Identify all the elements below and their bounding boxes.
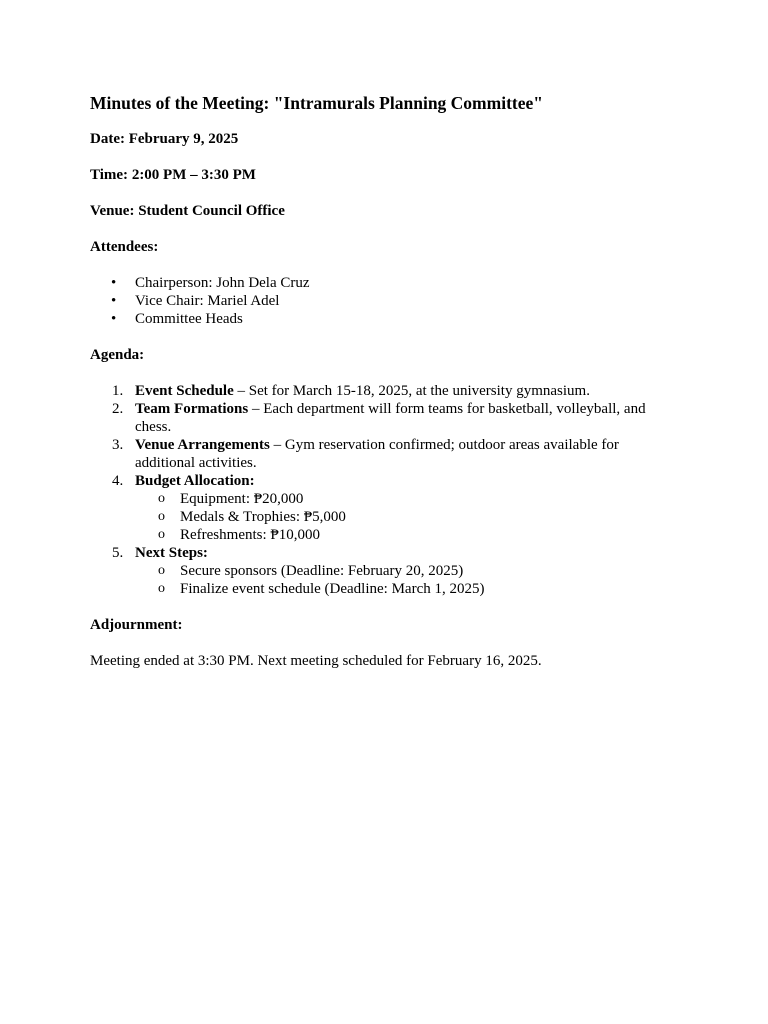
venue-line (90, 202, 680, 220)
agenda-item-text: – Each department will form teams for basketball, volleyball, and chess. (135, 401, 646, 435)
list-item (135, 490, 680, 508)
document-page (90, 92, 680, 670)
sub-bullet-icon: o (158, 581, 165, 596)
venue-label: Venue: (90, 203, 135, 219)
bullet-icon: • (111, 293, 117, 309)
agenda-number: 2. (112, 401, 124, 417)
date-line (90, 130, 680, 148)
list-item (90, 292, 680, 310)
document-title: Minutes of the Meeting: "Intramurals Planning Committee" (90, 93, 543, 113)
agenda-item (90, 436, 680, 472)
sub-bullet-icon: o (158, 509, 165, 524)
agenda-item (90, 400, 680, 436)
time-line (90, 166, 680, 184)
sub-item-text: Finalize event schedule (Deadline: March 1, 2025) (180, 581, 485, 597)
agenda-item (90, 472, 680, 544)
list-item (135, 526, 680, 544)
sub-bullet-icon: o (158, 563, 165, 578)
list-item (90, 274, 680, 292)
agenda-item-label: Budget Allocation: (135, 473, 255, 489)
agenda-heading: Agenda: (90, 347, 145, 363)
time-label: Time: (90, 167, 129, 183)
agenda-item (90, 544, 680, 598)
bullet-icon: • (111, 311, 117, 327)
agenda-item-label: Event Schedule (135, 383, 234, 399)
sub-item-text: Medals & Trophies: ₱5,000 (180, 509, 346, 525)
agenda-item-label: Next Steps: (135, 545, 208, 561)
attendee-text: Chairperson: John Dela Cruz (135, 275, 310, 291)
attendees-list (90, 274, 680, 328)
agenda-list (90, 382, 680, 598)
attendee-text: Vice Chair: Mariel Adel (135, 293, 280, 309)
agenda-item (90, 382, 680, 400)
agenda-number: 1. (112, 383, 124, 399)
agenda-number: 5. (112, 545, 124, 561)
adjournment-heading: Adjournment: (90, 617, 183, 633)
sub-bullet-icon: o (158, 527, 165, 542)
sub-item-text: Equipment: ₱20,000 (180, 491, 304, 507)
agenda-item-text: – Gym reservation confirmed; outdoor areas available for additional activities. (135, 437, 619, 471)
list-item (90, 310, 680, 328)
agenda-item-label: Venue Arrangements (135, 437, 270, 453)
agenda-item-text: – Set for March 15-18, 2025, at the university gymnasium. (233, 383, 590, 399)
date-label: Date: (90, 131, 125, 147)
list-item (135, 580, 680, 598)
date-value: February 9, 2025 (128, 131, 239, 147)
venue-value: Student Council Office (138, 203, 285, 219)
attendees-heading: Attendees: (90, 239, 159, 255)
budget-sublist (135, 490, 680, 544)
next-steps-sublist (135, 562, 680, 598)
list-item (135, 562, 680, 580)
agenda-item-label: Team Formations (135, 401, 249, 417)
agenda-number: 4. (112, 473, 124, 489)
sub-bullet-icon: o (158, 491, 165, 506)
time-value: 2:00 PM – 3:30 PM (131, 167, 256, 183)
list-item (135, 508, 680, 526)
sub-item-text: Secure sponsors (Deadline: February 20, 2025) (180, 563, 464, 579)
adjournment-text: Meeting ended at 3:30 PM. Next meeting scheduled for February 16, 2025. (90, 653, 542, 669)
attendee-text: Committee Heads (135, 311, 243, 327)
bullet-icon: • (111, 275, 117, 291)
sub-item-text: Refreshments: ₱10,000 (180, 527, 320, 543)
agenda-number: 3. (112, 437, 124, 453)
